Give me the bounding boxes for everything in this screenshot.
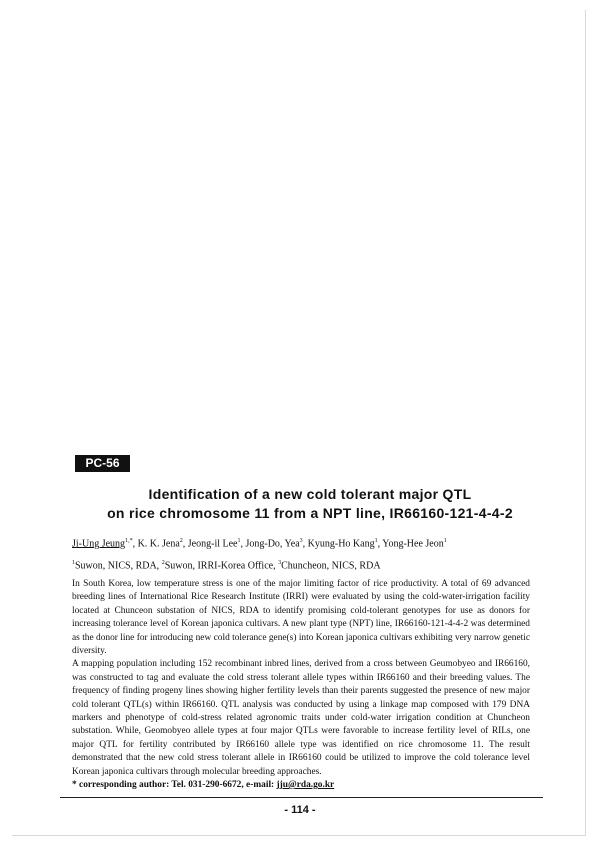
affiliations xyxy=(72,556,552,573)
author-affiliation-mark: 2 xyxy=(179,538,183,544)
author-affiliation-mark: 1 xyxy=(374,538,378,544)
author-affiliation-mark: 3 xyxy=(299,538,303,544)
author-separator: , xyxy=(377,538,383,550)
corresponding-email-link[interactable]: jju@rda.go.kr xyxy=(276,780,335,791)
paper-title xyxy=(40,485,580,523)
footer-divider xyxy=(60,797,543,798)
author-separator: , xyxy=(240,538,246,550)
author-name: Yong-Hee Jeon xyxy=(382,538,444,550)
author-name: Jeong-il Lee xyxy=(187,538,238,550)
poster-code-badge: PC-56 xyxy=(75,455,130,472)
author-list xyxy=(72,534,552,551)
author-name: K. K. Jena xyxy=(137,538,180,550)
author-separator: , xyxy=(182,538,188,550)
author-affiliation-mark: 1 xyxy=(237,538,241,544)
author-separator: , xyxy=(302,538,308,550)
abstract-paragraph-1: In South Korea, low temperature stress is one of the major limiting factor of rice productivity. A total of 69 advanced breeding lines of International Rice Research Institute (IRRI) were evaluated by using the cold-water-irrigation facility located at Chunceon substation of NICS, RDA to identify promising cold-tolerant genotypes for use as donors for increasing tolerance level of Korean japonica cultivars. A new plant type (NPT) line, IR66160-121-4-4-2 was determined as the donor line for introducing new cold tolerance gene(s) into Korean japonica cultivars exhibiting very narrow genetic diversity. xyxy=(72,579,530,657)
corresponding-author-contact: * corresponding author: Tel. 031-290-6672, e-mail: xyxy=(72,780,277,791)
corresponding-author xyxy=(72,779,530,792)
author-name: Ji-Ung Jeung xyxy=(72,538,126,550)
affiliation-mark: 1 xyxy=(72,560,75,566)
affiliation-mark: 3 xyxy=(278,560,282,566)
author-separator: , xyxy=(132,538,138,550)
affiliation-text: Suwon, IRRI-Korea Office, xyxy=(164,560,279,572)
author-affiliation-mark: 1 xyxy=(443,538,447,544)
abstract-paragraph-2: A mapping population including 152 recombinant inbred lines, derived from a cross between Geumobyeo and IR66160, was constructed to tag and evaluate the cold stress tolerant allele types within IR66160 and their breeding values. The frequency of finding progeny lines showing higher fertility levels than their parents suggested the presence of new major cold tolerant QTL(s) within IR66160. QTL analysis was conducted by using a linkage map composed with 179 DNA markers and phenotype of cold-stress related agronomic traits under cold-water irrigation condition at Chuncheon substation. While, Geomobyeo allele types at four major QTLs were favorable to increase fertility level of RILs, one major QTL for fertility contributed by IR66160 allele type was identified on rice chromosome 11. The result demonstrated that the new cold stress tolerant allele in IR66160 could be utilized to improve the cold tolerance level Korean japonica cultivars through molecular breeding approaches. xyxy=(72,659,530,777)
title-line-2: on rice chromosome 11 from a NPT line, IR66160-121-4-4-2 xyxy=(107,505,513,521)
author-name: Jong-Do, Yea xyxy=(245,538,300,550)
affiliation-text: Suwon, NICS, RDA, xyxy=(75,560,162,572)
affiliation-text: Chuncheon, NICS, RDA xyxy=(281,560,381,572)
author-affiliation-mark: 1,* xyxy=(125,538,133,544)
author-name: Kyung-Ho Kang xyxy=(307,538,375,550)
title-line-1: Identification of a new cold tolerant major QTL xyxy=(148,486,472,502)
affiliation-mark: 2 xyxy=(161,560,165,566)
abstract xyxy=(72,578,530,793)
page-number: - 114 - xyxy=(284,804,316,816)
